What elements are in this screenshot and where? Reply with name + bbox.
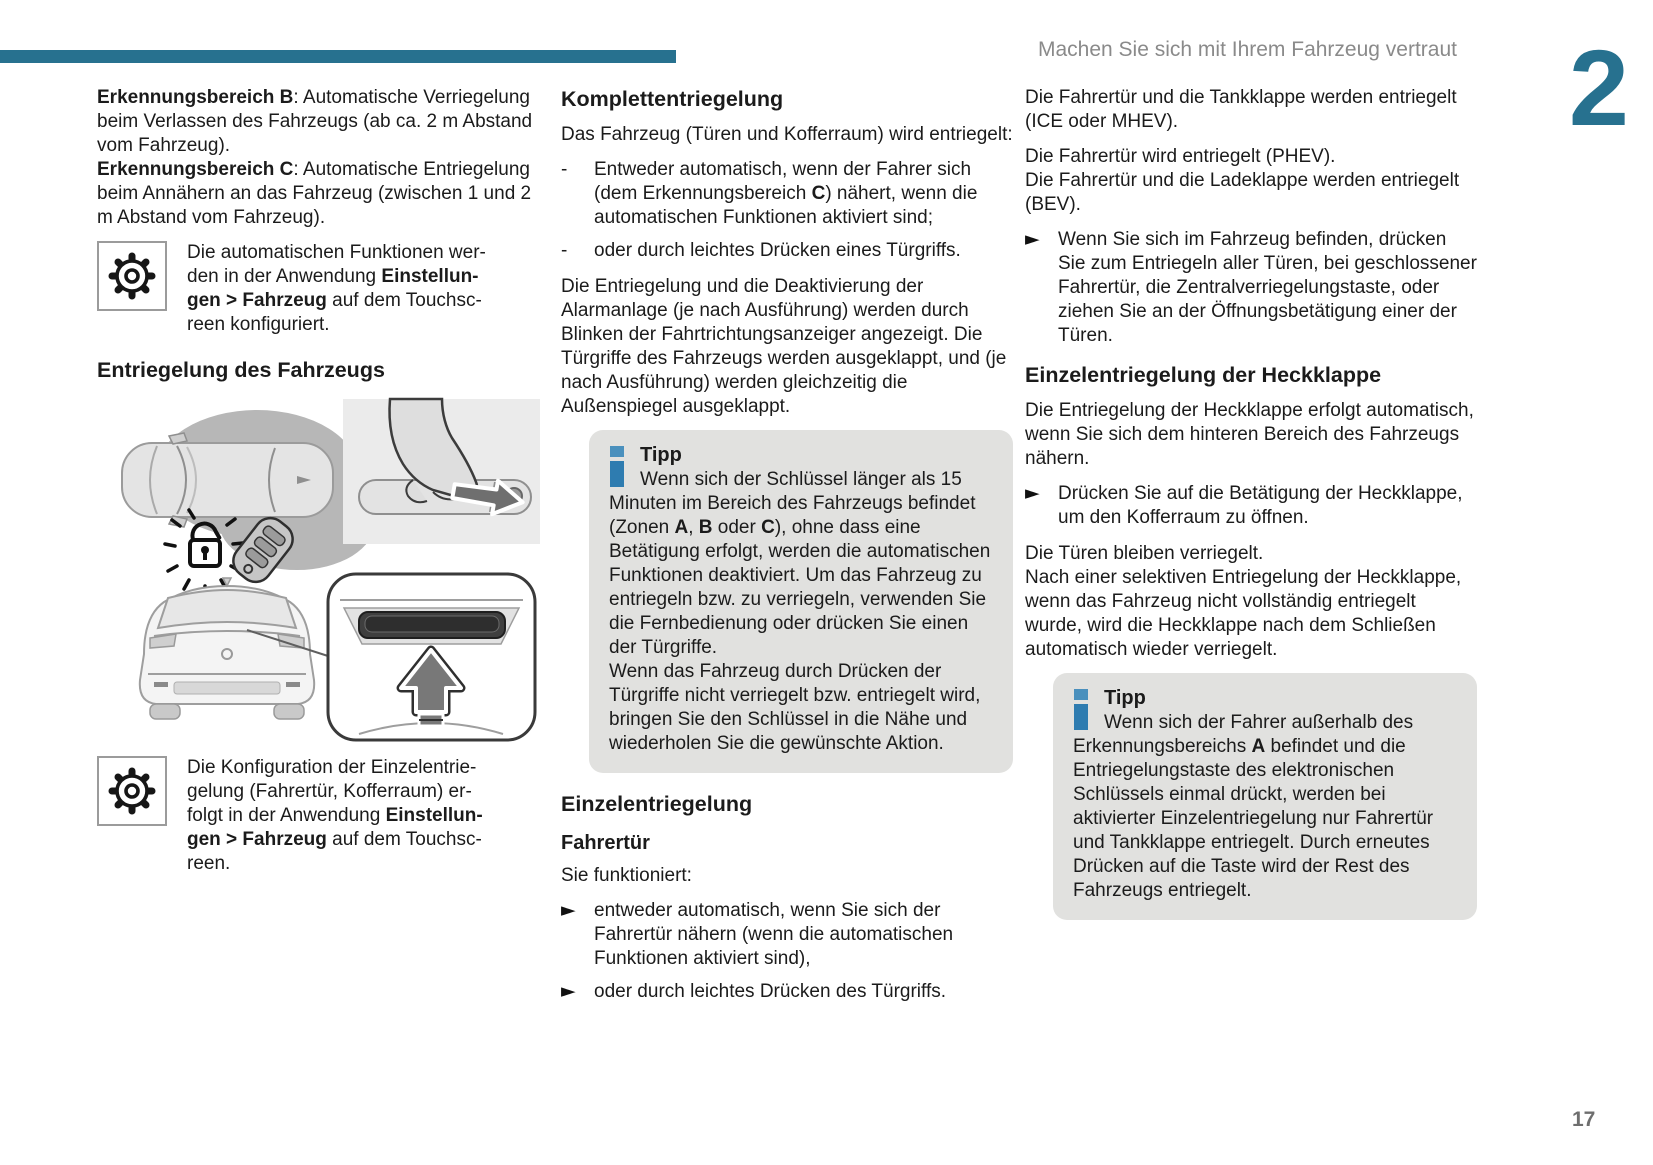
dash-list — [561, 158, 1013, 263]
list-item: - oder durch leichtes Drücken eines Türgriffs. — [561, 240, 961, 261]
list-item: - Entweder automatisch, wenn der Fahrer sich (dem Erkennungsbereich C) nähert, wenn die automatischen Funktionen aktiviert sind; — [561, 159, 978, 228]
info-icon — [610, 446, 624, 487]
settings-note-2-text: Die Konfiguration der Einzelentrie- gelung (Fahrertür, Kofferraum) er- folgt in der Anwendung Einstellun- gen > Fahrzeug auf dem Touchsc- reen. — [187, 757, 483, 874]
tip-body: Wenn sich der Fahrer außerhalb des Erkennungsbereichs A befindet und die Entriegelungstaste des elektronischen Schlüssels einmal drückt, werden bei aktivierter Einzelentriegelung nur Fahrertür und Tankklappe entriegelt. Durch erneutes Drücken auf die Taste wird der Rest des Fahrzeugs entriegelt. — [1073, 712, 1434, 901]
unlocking-illustration — [97, 394, 549, 742]
settings-note-1-text: Die automatischen Funktionen wer- den in der Anwendung Einstellun- gen > Fahrzeug auf dem Touchsc- reen konfiguriert. — [187, 242, 486, 335]
tailgate-auto-paragraph: Die Entriegelung der Heckklappe erfolgt automatisch, wenn Sie sich dem hinteren Bereich des Fahrzeugs nähern. — [1025, 400, 1474, 469]
subheading-driver-door: Fahrertür — [561, 832, 650, 854]
tip-title: Tipp — [640, 444, 682, 466]
page-number: 17 — [1572, 1108, 1596, 1131]
tip-body: Wenn sich der Schlüssel länger als 15 Minuten im Bereich des Fahrzeugs befindet (Zonen A, B oder C), ohne dass eine Betätigung erfolgt, werden die automatischen Funktionen deaktiviert. Um das Fahrzeug zu entriegeln bzw. zu verriegeln, verwenden Sie die Fernbedienung oder drücken Sie einen der Türgriffe. Wenn das Fahrzeug durch Drücken der Türgriffe nicht verriegelt bzw. entriegelt wird, bringen Sie den Schlüssel in die Nähe und wiederholen Sie die gewünschte Aktion. — [609, 469, 991, 754]
arrow-bullet-icon: ► — [1025, 228, 1040, 250]
phev-bev-paragraph: Die Fahrertür wird entriegelt (PHEV). Die Fahrertür und die Ladeklappe werden entriegelt (BEV). — [1025, 146, 1460, 215]
ice-mhev-paragraph: Die Fahrertür und die Tankklappe werden entriegelt (ICE oder MHEV). — [1025, 87, 1457, 132]
tip-box — [1053, 673, 1477, 920]
unlocking-indication-paragraph: Die Entriegelung und die Deaktivierung der Alarmanlage (je nach Ausführung) werden durch Blinken der Fahrtrichtungsanzeiger angezeigt. Die Türgriffe des Fahrzeugs werden ausgeklappt, und (je nach Ausführung) werden gleichzeitig die Außenspiegel ausgeklappt. — [561, 276, 1007, 417]
settings-note-2 — [97, 756, 549, 876]
heading-tailgate-unlocking: Einzelentriegelung der Heckklappe — [1025, 363, 1382, 387]
door-handle-inset — [343, 399, 540, 544]
dash-bullet: - — [561, 240, 568, 261]
gear-icon — [107, 251, 157, 301]
detection-zones-paragraph: Erkennungsbereich B: Automatische Verriegelung beim Verlassen des Fahrzeugs (ab ca. 2 m Abstand vom Fahrzeug). Erkennungsbereich C: Automatische Entriegelung beim Annähern an das Fahrzeug (zwischen 1 und 2 m Abstand vom Fahrzeug). — [97, 87, 533, 228]
arrow-bullet-icon: ► — [1025, 482, 1040, 504]
section-heading-unlocking: Entriegelung des Fahrzeugs — [97, 358, 385, 382]
column-right — [1025, 86, 1477, 1016]
car-top-view — [122, 433, 333, 527]
info-icon — [1074, 689, 1088, 730]
tip-box — [589, 430, 1013, 773]
heading-complete-unlocking: Komplettentriegelung — [561, 87, 784, 111]
list-item: ► Drücken Sie auf die Betätigung der Heckklappe, um den Kofferraum zu öffnen. — [1025, 482, 1463, 528]
list-item: ► oder durch leichtes Drücken des Türgriffs. — [561, 980, 947, 1002]
driver-door-intro: Sie funktioniert: — [561, 865, 692, 886]
arrow-bullet-icon: ► — [561, 980, 576, 1002]
column-left — [97, 86, 549, 1016]
doors-locked-paragraph: Die Türen bleiben verriegelt. Nach einer selektiven Entriegelung der Heckklappe, wenn das Fahrzeug nicht vollständig entriegelt wurde, wird die Heckklappe nach dem Schließen automatisch wieder verriegelt. — [1025, 543, 1462, 660]
arrow-list — [1025, 482, 1477, 530]
dash-bullet: - — [561, 159, 568, 180]
arrow-list — [1025, 228, 1477, 348]
arrow-bullet-icon: ► — [561, 899, 576, 921]
car-rear-view — [140, 578, 314, 719]
chapter-accent-bar — [0, 50, 676, 63]
tailgate-button-inset — [328, 574, 535, 740]
gear-icon — [107, 766, 157, 816]
running-header: Machen Sie sich mit Ihrem Fahrzeug vertraut — [1038, 38, 1457, 61]
arrow-list — [561, 899, 1013, 1004]
intro-paragraph: Das Fahrzeug (Türen und Kofferraum) wird entriegelt: — [561, 124, 1013, 145]
tip-title: Tipp — [1104, 687, 1146, 709]
column-middle — [561, 86, 1013, 1016]
list-item: ► Wenn Sie sich im Fahrzeug befinden, drücken Sie zum Entriegeln aller Türen, bei geschlossener Fahrertür, die Zentralverriegelungstaste, oder ziehen Sie an der Öffnungsbetätigung einer der Türen. — [1025, 228, 1477, 346]
heading-selective-unlocking: Einzelentriegelung — [561, 792, 753, 816]
settings-note-1 — [97, 241, 549, 337]
list-item: ► entweder automatisch, wenn Sie sich der Fahrertür nähern (wenn die automatischen Funktionen aktiviert sind), — [561, 899, 954, 969]
chapter-number: 2 — [1568, 27, 1629, 148]
open-padlock-icon — [165, 510, 243, 596]
gear-icon-box — [97, 241, 167, 311]
gear-icon-box — [97, 756, 167, 826]
page-columns — [97, 86, 1477, 1016]
